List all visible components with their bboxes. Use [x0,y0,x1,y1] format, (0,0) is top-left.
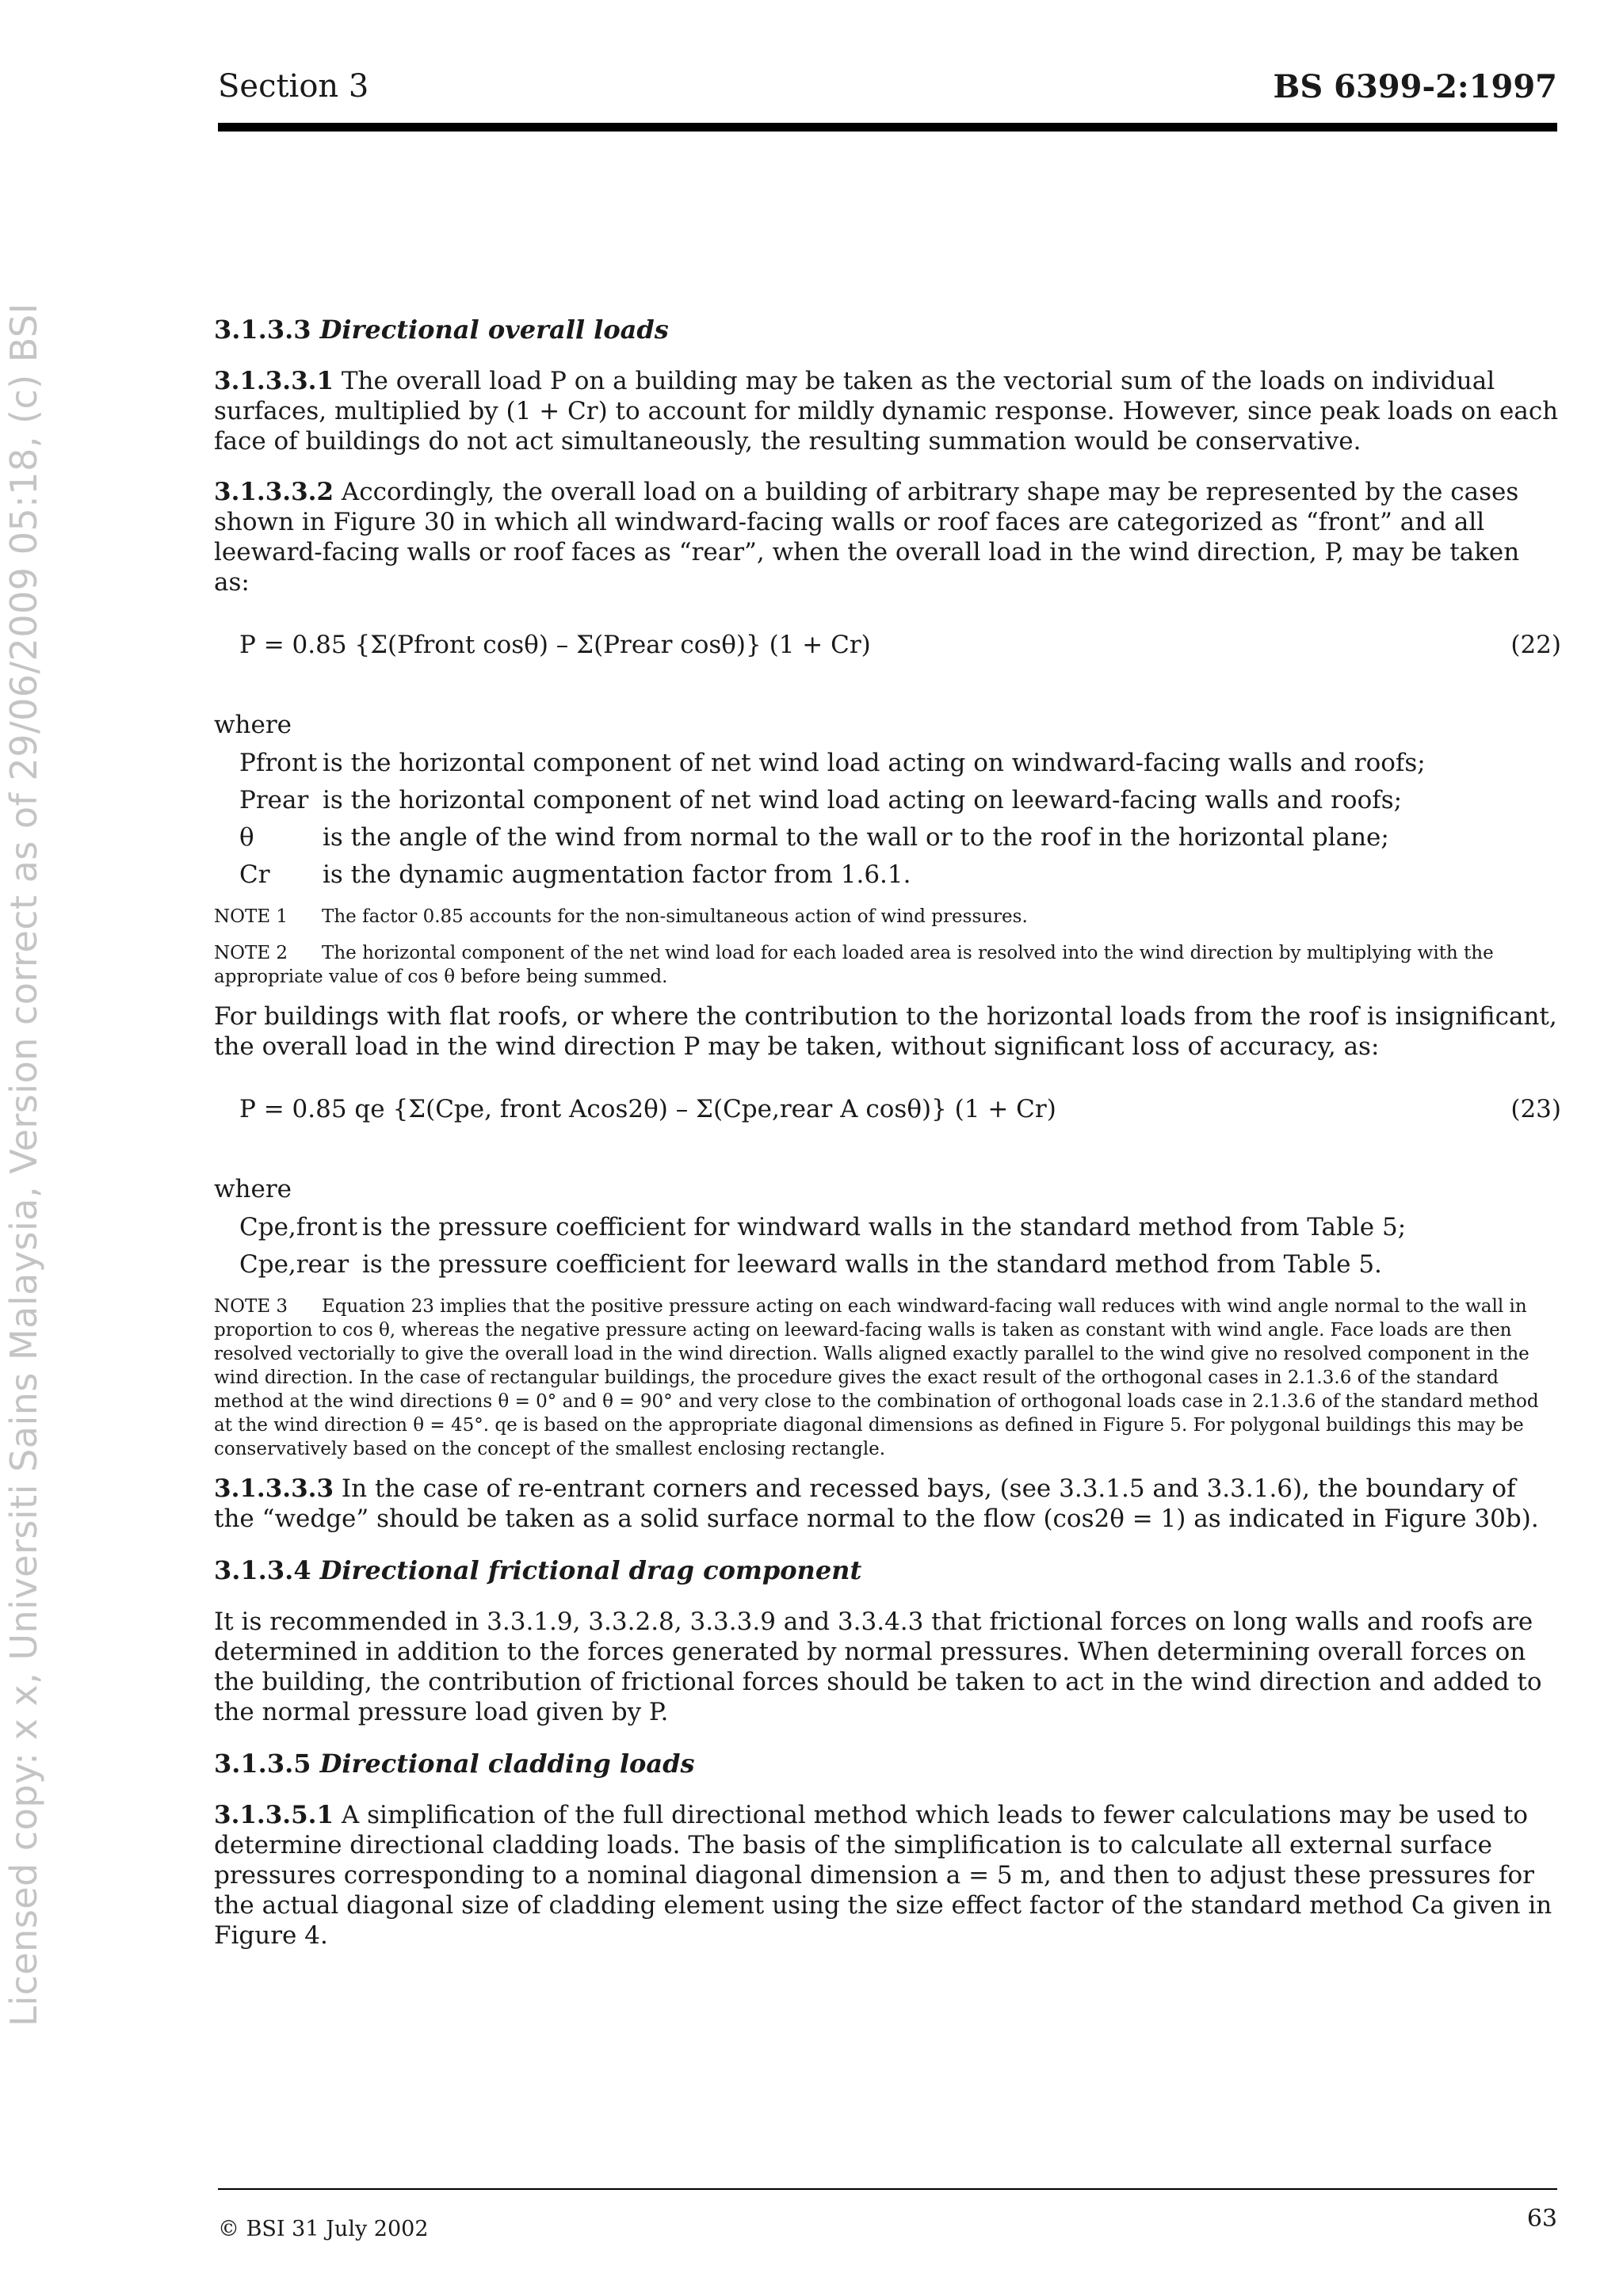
note-text: Equation 23 implies that the positive pressure acting on each windward-facing wall reduces with wind angle normal to the wall in proportion to cos θ, whereas the negative pressure acting on leeward-facing walls is taken as constant with wind angle. Face loads are then resolved vectorially to give the overall load in the wind direction. Walls aligned exactly parallel to the wind give no resolved component in the wind direction. In the case of rectangular buildings, the procedure gives the exact result of the orthogonal cases in 2.1.3.6 of the standard method at the wind directions θ = 0° and θ = 90° and very close to the combination of orthogonal loads case in 2.1.3.6 of the standard method at the wind direction θ = 45°. qe is based on the appropriate diagonal dimensions as defined in Figure 5. For polygonal buildings this may be conservatively based on the concept of the smallest enclosing rectangle. [214,1296,1539,1459]
equation-text: P = 0.85 {Σ(Pfront cosθ) – Σ(Prear cosθ)} (1 + Cr) [239,631,871,659]
note-text: The horizontal component of the net wind load for each loaded area is resolved into the wind direction by multiplying with the appropriate value of cos θ before being summed. [214,943,1494,987]
note-text: The factor 0.85 accounts for the non-simultaneous action of wind pressures. [322,906,1028,927]
page-number: 63 [1526,2205,1557,2233]
paragraph-number: 3.1.3.5.1 [214,1801,334,1829]
definition-symbol: Cr [239,860,270,889]
page-content [214,314,1561,1971]
definition-text: is the horizontal component of net wind load acting on windward-facing walls and roofs; [323,749,1426,777]
where-label: where [214,711,292,739]
note-3 [214,1295,1561,1461]
note-2 [214,941,1561,989]
equation-22 [214,629,1561,661]
note-1 [214,905,1561,929]
paragraph-text: A simplification of the full directional method which leads to fewer calculations may be used to determine directional cladding loads. The basis of the simplification is to calculate all external surface pressures corresponding to a nominal diagonal dimension a = 5 m, and then to adjust these pressures for the actual diagonal size of cladding element using the size effect factor of the standard method Ca given in Figure 4. [214,1801,1552,1950]
heading-title: Directional frictional drag component [319,1555,862,1585]
definition-text: is the pressure coefficient for leeward walls in the standard method from Table 5. [362,1250,1382,1279]
definition-list [239,745,1561,894]
heading-3135 [214,1748,1561,1779]
heading-number: 3.1.3.3 [214,315,311,345]
equation-text: P = 0.85 qe {Σ(Cpe, front Acos2θ) – Σ(Cpe,rear A cosθ)} (1 + Cr) [239,1095,1056,1123]
paragraph-text: The overall load P on a building may be taken as the vectorial sum of the loads on individual surfaces, multiplied by (1 + Cr) to account for mildly dynamic response. However, since peak loads on each face of buildings do not act simultaneously, the resulting summation would be conservative. [214,367,1559,456]
paragraph-31333 [214,1474,1561,1534]
paragraph-flat-roofs: For buildings with flat roofs, or where the contribution to the horizontal loads from the roof is insignificant, the overall load in the wind direction P may be taken, without significant loss of accuracy, as: [214,1002,1557,1061]
paragraph-3134: It is recommended in 3.3.1.9, 3.3.2.8, 3.3.3.9 and 3.3.4.3 that frictional forces on long walls and roofs are determined in addition to the forces generated by normal pressures. When determining overall forces on the building, the contribution of frictional forces should be taken to act in the wind direction and added to the normal pressure load given by P. [214,1608,1542,1726]
equation-23 [214,1093,1561,1125]
watermark-text: Licensed copy: x x, Universiti Sains Malaysia, Version correct as of 29/06/2009 05:18, (c) BSI [2,303,45,2027]
definition-symbol: θ [239,823,254,852]
paragraph-number: 3.1.3.3.1 [214,367,334,395]
equation-number: (23) [1510,1095,1561,1123]
where-label: where [214,1175,292,1203]
heading-number: 3.1.3.5 [214,1749,311,1779]
definition-row [239,1209,1561,1246]
definition-row [239,782,1561,819]
note-label: NOTE 3 [214,1296,288,1317]
definition-text: is the horizontal component of net wind load acting on leeward-facing walls and roofs; [323,786,1403,814]
paragraph-text: In the case of re-entrant corners and recessed bays, (see 3.3.1.5 and 3.3.1.6), the boundary of the “wedge” should be taken as a solid surface normal to the flow (cos2θ = 1) as indicated in Figure 30b). [214,1474,1539,1533]
definition-text: is the dynamic augmentation factor from 1.6.1. [323,860,911,889]
note-label: NOTE 1 [214,906,288,927]
paragraph-number: 3.1.3.3.3 [214,1474,334,1503]
note-label: NOTE 2 [214,943,288,963]
heading-number: 3.1.3.4 [214,1555,311,1585]
paragraph-text: Accordingly, the overall load on a building of arbitrary shape may be represented by the cases shown in Figure 30 in which all windward-facing walls or roof faces are categorized as “front” and all leeward-facing walls or roof faces as “rear”, when the overall load in the wind direction, P, may be taken as: [214,478,1520,597]
heading-title: Directional overall loads [319,315,669,345]
paragraph-number: 3.1.3.3.2 [214,478,334,506]
paragraph-31351 [214,1800,1561,1951]
definition-row [239,856,1561,894]
definition-row [239,819,1561,856]
heading-title: Directional cladding loads [319,1749,695,1779]
header-rule [218,123,1557,132]
paragraph-31331 [214,366,1561,456]
heading-3134 [214,1554,1561,1586]
definition-symbol: Pfront [239,749,318,777]
definition-row [239,1246,1561,1283]
definition-text: is the angle of the wind from normal to the wall or to the roof in the horizontal plane; [323,823,1389,852]
definition-text: is the pressure coefficient for windward walls in the standard method from Table 5; [362,1213,1407,1241]
heading-3133 [214,314,1561,345]
footer-copyright: © BSI 31 July 2002 [218,2217,429,2241]
definition-symbol: Cpe,rear [239,1250,349,1279]
equation-number: (22) [1510,631,1561,659]
paragraph-31332 [214,477,1561,597]
page-header [218,65,1557,113]
standard-id: BS 6399-2:1997 [1273,68,1557,105]
license-watermark [0,254,48,2076]
definition-list [239,1209,1561,1283]
footer-rule [218,2188,1557,2190]
section-label: Section 3 [218,68,369,105]
definition-row [239,745,1561,782]
definition-symbol: Cpe,front [239,1213,358,1241]
definition-symbol: Prear [239,786,309,814]
